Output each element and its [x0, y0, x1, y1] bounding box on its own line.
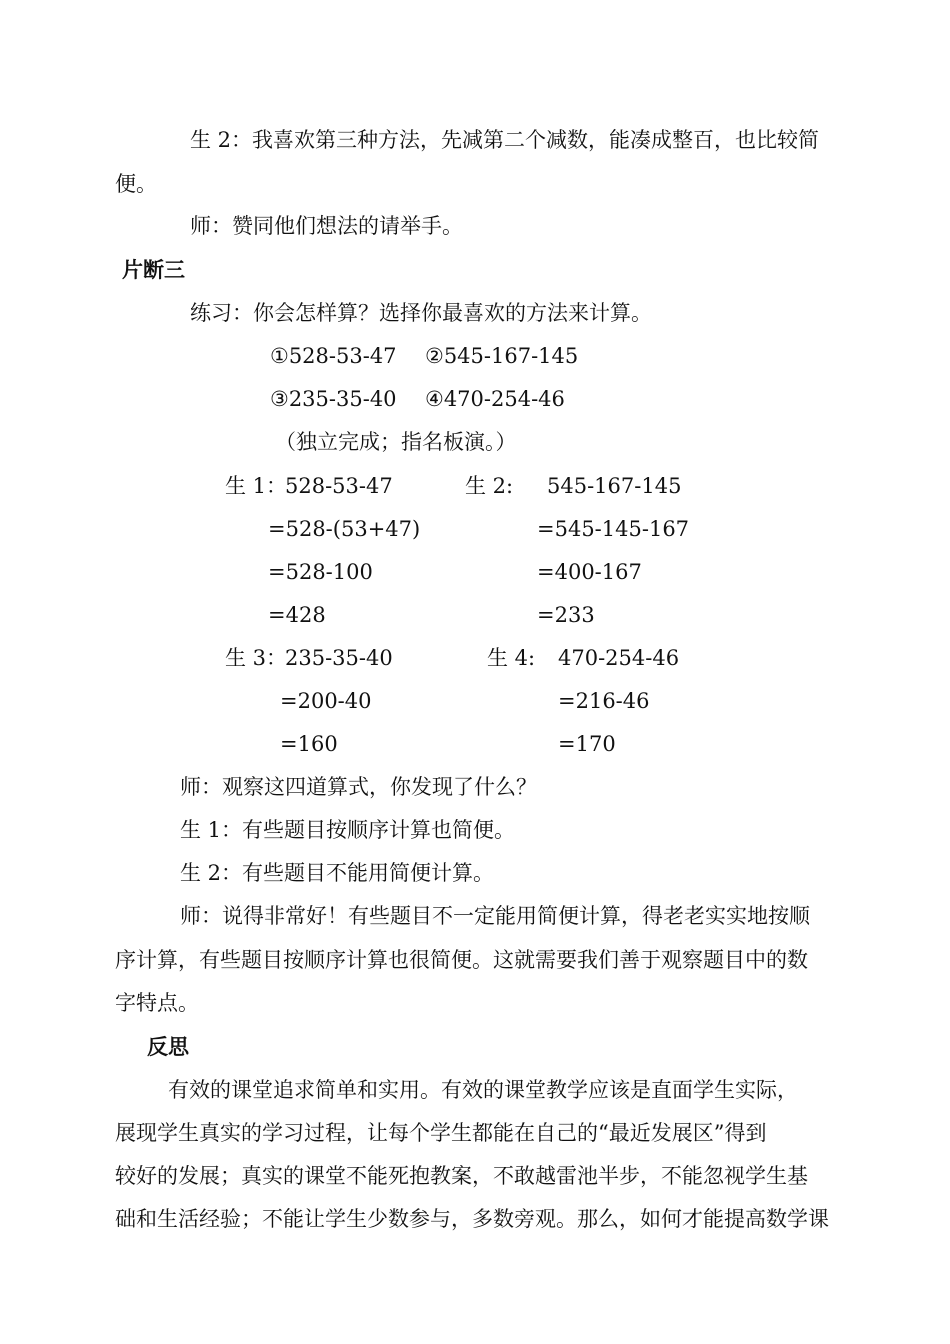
- problem-4: ④470-254-46: [425, 387, 565, 411]
- solution3-line: =160: [280, 732, 338, 756]
- solution3-label: 生 3：: [225, 646, 288, 670]
- student2-answer: 生 2：有些题目不能用简便计算。: [180, 861, 495, 885]
- teacher-summary-line3: 字特点。: [115, 991, 199, 1015]
- exercise-intro: 练习：你会怎样算？选择你最喜欢的方法来计算。: [190, 301, 652, 325]
- teacher-summary-line1: 师：说得非常好！有些题目不一定能用简便计算，得老老实实地按顺: [180, 904, 810, 928]
- student1-answer: 生 1：有些题目按顺序计算也简便。: [180, 818, 516, 842]
- teacher-summary-line2: 序计算，有些题目按顺序计算也很简便。这就需要我们善于观察题目中的数: [115, 948, 808, 972]
- solution2-line: 545-167-145: [547, 474, 682, 498]
- solution3-line: =200-40: [280, 689, 372, 713]
- problem-3: ③235-35-40: [270, 387, 397, 411]
- instruction-note: （独立完成；指名板演。）: [275, 430, 517, 454]
- solution2-line: =545-145-167: [537, 517, 690, 541]
- solution2-label: 生 2:: [465, 474, 514, 498]
- reflection-line3: 较好的发展；真实的课堂不能死抱教案，不敢越雷池半步，不能忽视学生基: [115, 1164, 808, 1188]
- reflection-heading: 反思: [147, 1035, 189, 1059]
- solution2-line: =400-167: [537, 560, 642, 584]
- teacher-question: 师：观察这四道算式，你发现了什么？: [180, 775, 537, 799]
- student2-comment-line2: 便。: [115, 172, 157, 196]
- solution1-line: =428: [268, 603, 326, 627]
- reflection-line2: 展现学生真实的学习过程，让每个学生都能在自己的“最近发展区”得到: [115, 1121, 767, 1145]
- reflection-line1: 有效的课堂追求简单和实用。有效的课堂教学应该是直面学生实际，: [168, 1078, 798, 1102]
- reflection-line4: 础和生活经验；不能让学生少数参与，多数旁观。那么，如何才能提高数学课: [115, 1207, 829, 1231]
- problem-1: ①528-53-47: [270, 344, 397, 368]
- teacher-prompt: 师：赞同他们想法的请举手。: [190, 214, 463, 238]
- solution4-line: =170: [558, 732, 616, 756]
- section-heading-3: 片断三: [122, 258, 185, 282]
- solution4-line: =216-46: [558, 689, 650, 713]
- solution4-line: 470-254-46: [558, 646, 680, 670]
- solution3-line: 235-35-40: [285, 646, 393, 670]
- solution2-line: =233: [537, 603, 595, 627]
- problem-2: ②545-167-145: [425, 344, 579, 368]
- solution1-line: =528-(53+47): [268, 517, 421, 541]
- solution1-line: 528-53-47: [285, 474, 393, 498]
- student2-comment-line1: 生 2：我喜欢第三种方法，先减第二个减数，能凑成整百，也比较简: [190, 128, 820, 152]
- solution4-label: 生 4:: [487, 646, 536, 670]
- solution1-label: 生 1：: [225, 474, 288, 498]
- solution1-line: =528-100: [268, 560, 373, 584]
